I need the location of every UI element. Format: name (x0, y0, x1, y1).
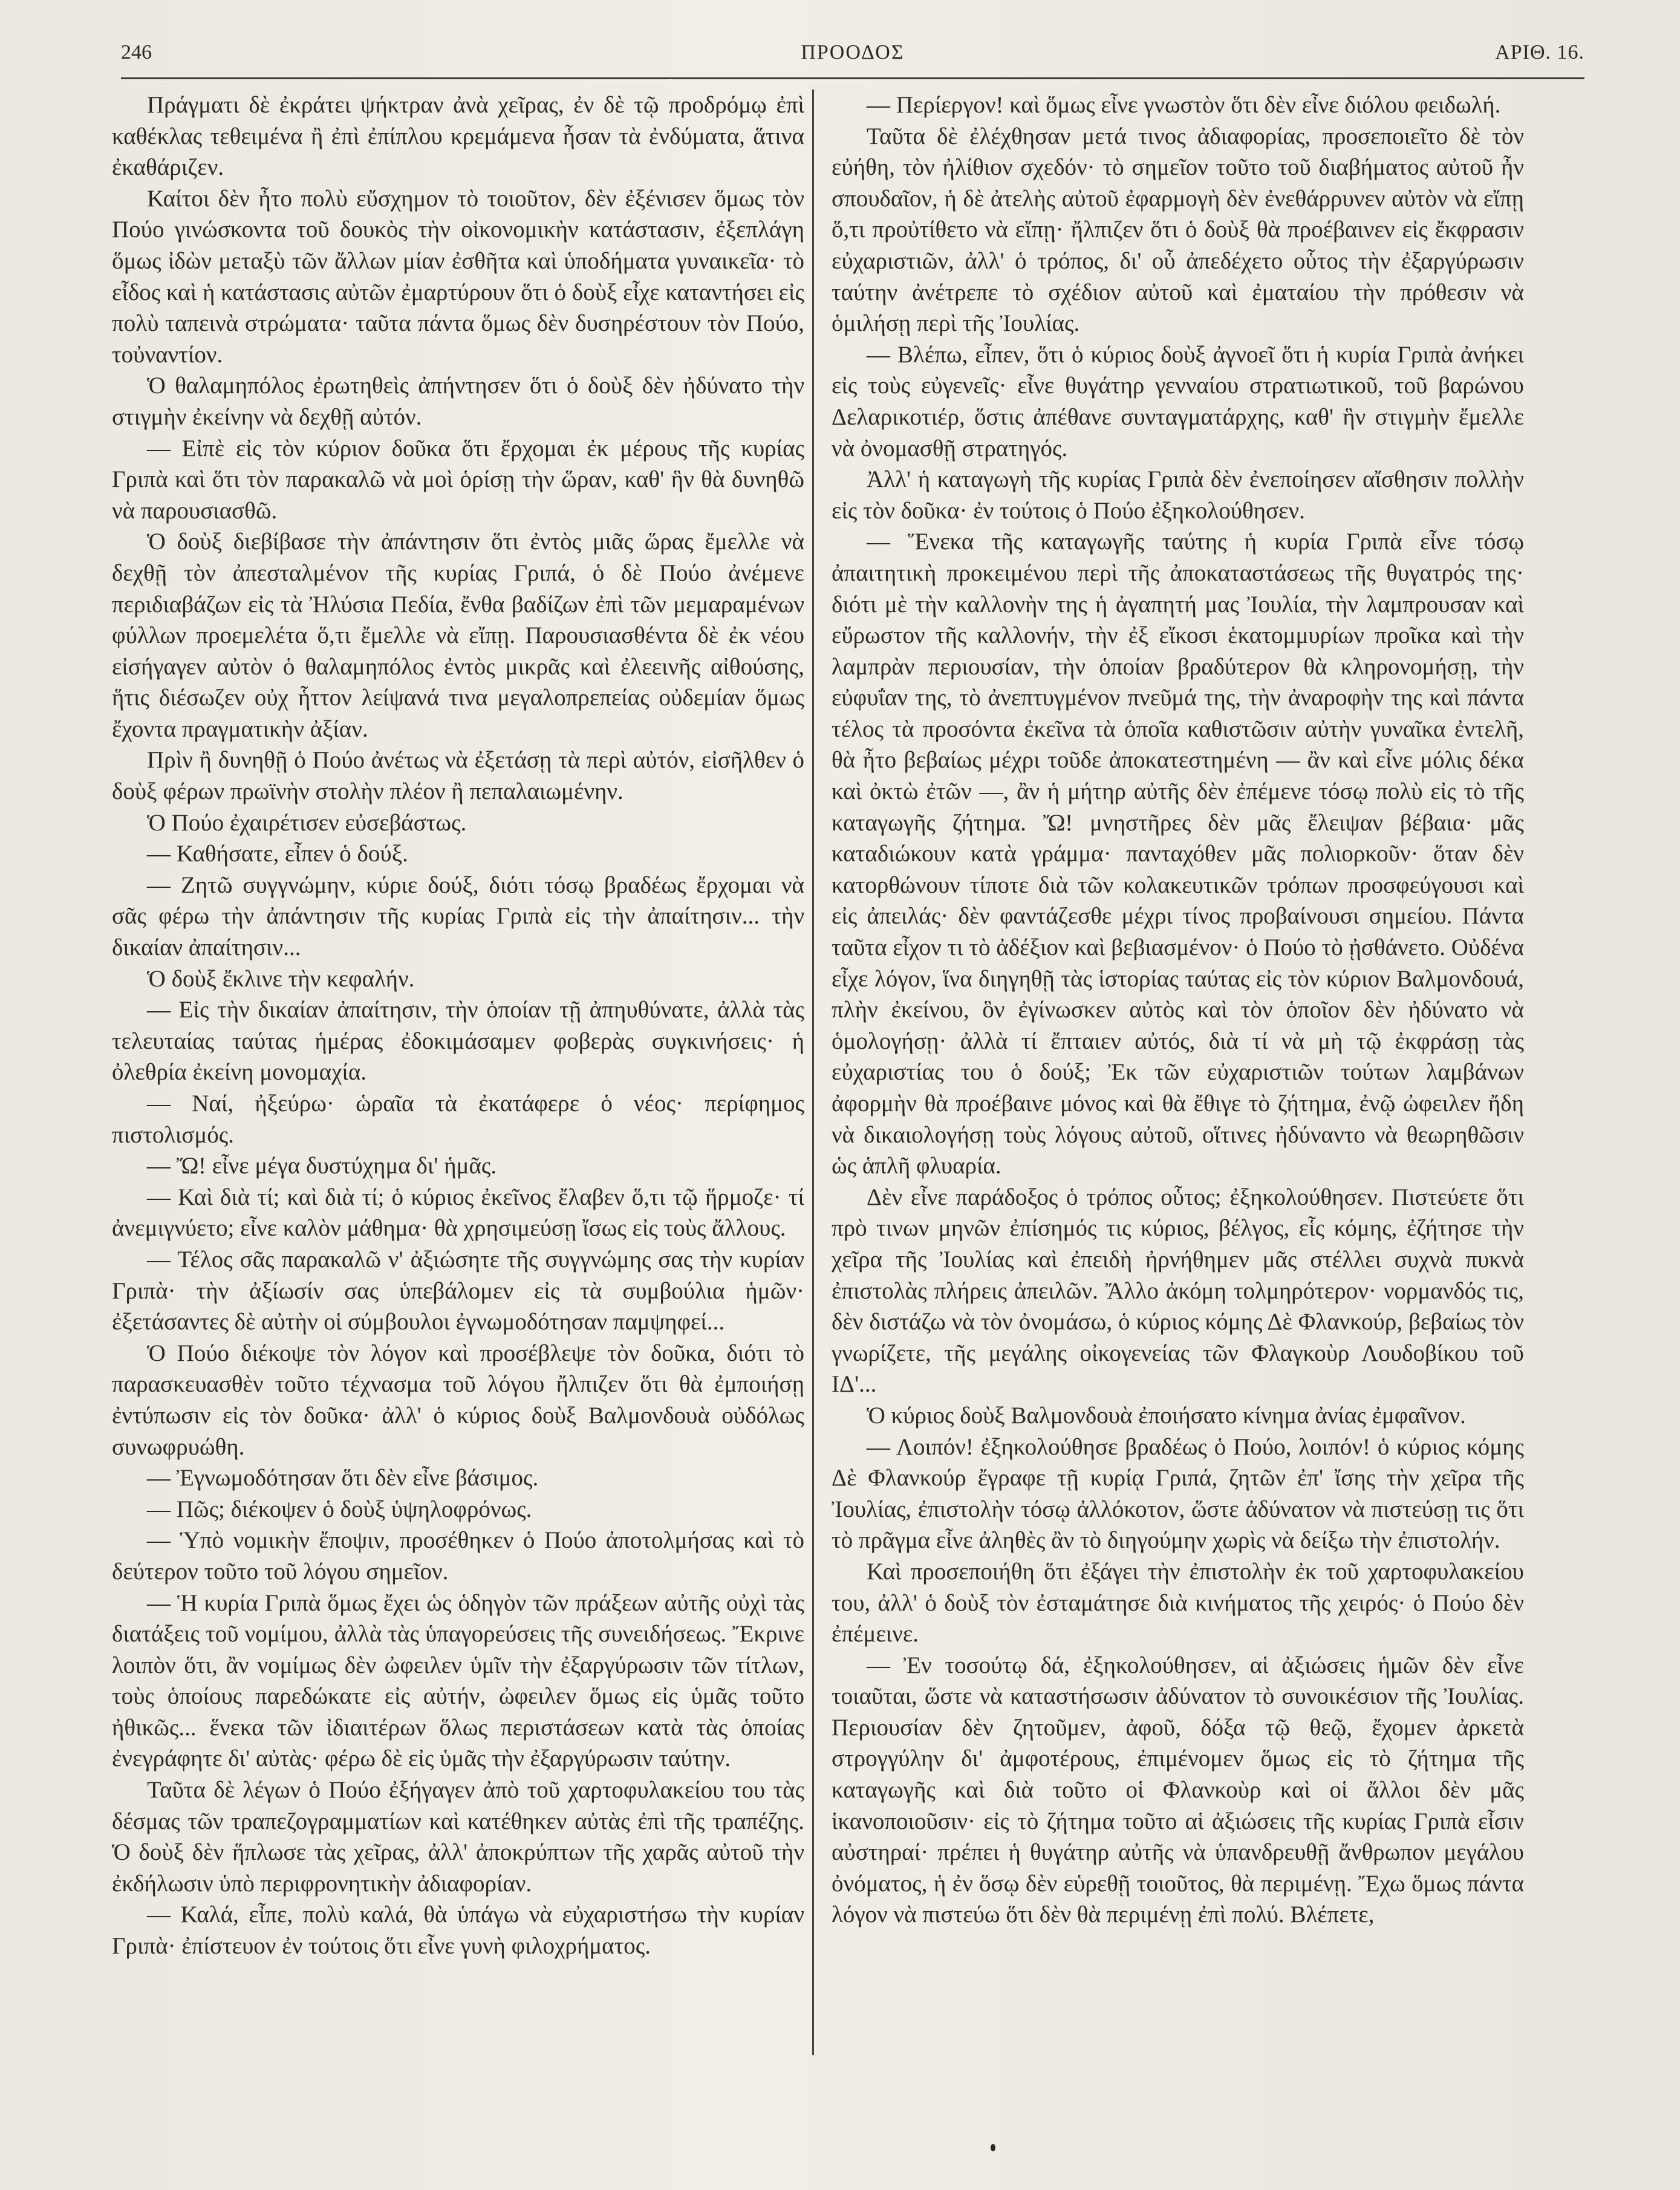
paragraph: Ὁ Πούο διέκοψε τὸν λόγον καὶ προσέβλεψε τὸν δοῦκα, διότι τὸ παρασκευασθὲν τοῦτο τέχνασμα τοῦ λόγου ἤλπιζεν ὅτι θὰ ἐμποιήσῃ ἐντύπωσιν εἰς τὸν δοῦκα· ἀλλ' ὁ κύριος δοὺξ Βαλμονδουὰ οὐδόλως συνωφρυώθη. (112, 1340, 804, 1460)
paragraph: Καίτοι δὲν ἦτο πολὺ εὔσχημον τὸ τοιοῦτον, δὲν ἐξένισεν ὅμως τὸν Πούο γινώσκοντα τοῦ δουκὸς τὴν οἰκονομικὴν κατάστασιν, ἐξεπλάγη ὅμως ἰδὼν μεταξὺ τῶν ἄλλων μίαν ἐσθῆτα καὶ ὑποδήματα γυναικεῖα· τὸ εἶδος καὶ ἡ κατάστασις αὐτῶν ἐμαρτύρουν ὅτι ὁ δοὺξ εἶχε καταντήσει εἰς πολὺ ταπεινὰ στρώματα· ταῦτα πάντα ὅμως δὲν δυσηρέστουν τὸν Πούο, τοὐναντίον. (112, 185, 804, 368)
issue-number: ΑΡΙΘ. 16. (1495, 41, 1584, 64)
paragraph: Ὁ δοὺξ διεβίβασε τὴν ἀπάντησιν ὅτι ἐντὸς μιᾶς ὥρας ἔμελλε νὰ δεχθῇ τὸν ἀπεσταλμένον τῆς κυρίας Γριπά, ὁ δὲ Πούο ἀνέμενε περιδιαβάζων εἰς τὰ Ἠλύσια Πεδία, ἔνθα βαδίζων ἐπὶ τῶν μεμαραμένων φύλλων προεμελέτα ὅ,τι ἔμελλε νὰ εἴπῃ. Παρουσιασθέντα δὲ ἐκ νέου εἰσήγαγεν αὐτὸν ὁ θαλαμηπόλος ἐντὸς μικρᾶς καὶ ἐλεεινῆς αἰθούσης, ἥτις διέσωζεν οὐχ ἧττον λείψανά τινα μεγαλοπρεπείας οὐδεμίαν ὅμως ἔχοντα πραγματικὴν ἀξίαν. (112, 529, 804, 742)
page-number: 246 (121, 41, 152, 64)
paragraph: — Ζητῶ συγγνώμην, κύριε δούξ, διότι τόσῳ βραδέως ἔρχομαι νὰ σᾶς φέρω τὴν ἀπάντησιν τῆς κυρίας Γριπὰ εἰς τὴν ἀπαίτησιν... τὴν δικαίαν ἀπαίτησιν... (112, 872, 804, 961)
ink-speck (991, 2144, 995, 2151)
paragraph: Δὲν εἶνε παράδοξος ὁ τρόπος οὗτος; ἐξηκολούθησεν. Πιστεύετε ὅτι πρὸ τινων μηνῶν ἐπίσημός τις κύριος, βέλγος, εἷς κόμης, ἐζήτησε τὴν χεῖρα τῆς Ἰουλίας καὶ ἐπειδὴ ἠρνήθημεν μᾶς στέλλει συχνὰ πυκνὰ ἐπιστολὰς πλήρεις ἀπειλῶν. Ἄλλο ἀκόμη τολμηρότερον· νορμανδός τις, δὲν διστάζω νὰ τὸν ὀνομάσω, ὁ κύριος κόμης Δὲ Φλανκούρ, βεβαίως τὸν γνωρίζετε, τῆς μεγάλης οἰκογενείας τῶν Φλαγκοὺρ Λουδοβίκου τοῦ ΙΔ'... (832, 1184, 1524, 1398)
column-divider (812, 90, 814, 2055)
paragraph: — Καθήσατε, εἶπεν ὁ δούξ. (147, 841, 408, 867)
paragraph: Καὶ προσεποιήθη ὅτι ἐξάγει τὴν ἐπιστολὴν ἐκ τοῦ χαρτοφυλακείου του, ἀλλ' ὁ δοὺξ τὸν ἐσταμάτησε διὰ κινήματος τῆς χειρός· ὁ Πούο δὲν ἐπέμεινε. (832, 1558, 1524, 1647)
journal-title: ΠΡΟΟΔΟΣ (801, 41, 905, 64)
paragraph: Ταῦτα δὲ λέγων ὁ Πούο ἐξήγαγεν ἀπὸ τοῦ χαρτοφυλακείου του τὰς δέσμας τῶν τραπεζογραμματίων καὶ κατέθηκεν αὐτὰς ἐπὶ τῆς τραπέζης. Ὁ δοὺξ δὲν ἥπλωσε τὰς χεῖρας, ἀλλ' ἀποκρύπτων τῆς χαρᾶς αὐτοῦ τὴν ἐκδήλωσιν ὑπὸ περιφρονητικὴν ἀδιαφορίαν. (112, 1777, 804, 1897)
paragraph: — Ἡ κυρία Γριπὰ ὅμως ἔχει ὡς ὁδηγὸν τῶν πράξεων αὐτῆς οὐχὶ τὰς διατάξεις τοῦ νομίμου, ἀλλὰ τὰς ὑπαγορεύσεις τῆς συνειδήσεως. Ἔκρινε λοιπὸν ὅτι, ἂν νομίμως δὲν ὠφειλεν ὑμῖν τὴν ἐξαργύρωσιν τῶν τίτλων, τοὺς ὁποίους παρεδώκατε εἰς αὐτήν, ὠφειλεν ὅμως εἰς ὑμᾶς τοῦτο ἠθικῶς... ἕνεκα τῶν ἰδιαιτέρων ὅλως περιστάσεων κατὰ τὰς ὁποίας ἐνεγράφητε δι' αὐτὰς· φέρω δὲ εἰς ὑμᾶς τὴν ἐξαργύρωσιν ταύτην. (112, 1589, 804, 1772)
paragraph: — Ἐν τοσούτῳ δά, ἐξηκολούθησεν, αἱ ἀξιώσεις ἡμῶν δὲν εἶνε τοιαῦται, ὥστε νὰ καταστήσωσιν ἀδύνατον τὸ συνοικέσιον τῆς Ἰουλίας. Περιουσίαν δὲν ζητοῦμεν, ἀφοῦ, δόξα τῷ θεῷ, ἔχομεν ἀρκετὰ στρογγύλην δι' ἀμφοτέρους, ἐπιμένομεν ὅμως εἰς τὸ ζήτημα τῆς καταγωγῆς καὶ διὰ τοῦτο οἱ Φλανκοὺρ καὶ οἱ ἄλλοι δὲν μᾶς ἱκανοποιοῦσιν· εἰς τὸ ζήτημα τοῦτο αἱ ἀξιώσεις τῆς κυρίας Γριπὰ εἶσιν αὐστηραί· πρέπει ἡ θυγάτηρ αὐτῆς νὰ ὑπανδρευθῇ ἄνθρωπον μεγάλου ὀνόματος, ἡ ἐν ὅσῳ δὲν εὑρεθῇ τοιοῦτος, θὰ περιμένῃ. Ἔχω ὅμως πάντα λόγον νὰ πιστεύω ὅτι δὲν θὰ περιμένῃ ἐπὶ πολύ. Βλέπετε, (832, 1652, 1524, 1928)
right-column (832, 90, 1524, 2085)
paragraph: — Ὤ! εἶνε μέγα δυστύχημα δι' ἡμᾶς. (147, 1153, 497, 1179)
left-column (112, 90, 804, 2085)
paragraph: Πρὶν ἢ δυνηθῇ ὁ Πούο ἀνέτως νὰ ἐξετάσῃ τὰ περὶ αὐτόν, εἰσῆλθεν ὁ δοὺξ φέρων πρωϊνὴν στολὴν πλέον ἢ πεπαλαιωμένην. (112, 747, 804, 805)
paragraph: Ὁ θαλαμηπόλος ἐρωτηθεὶς ἀπήντησεν ὅτι ὁ δοὺξ δὲν ἠδύνατο τὴν στιγμὴν ἐκείνην νὰ δεχθῇ αὐτόν. (112, 373, 804, 430)
paragraph: — Πῶς; διέκοψεν ὁ δοὺξ ὑψηλοφρόνως. (147, 1496, 532, 1522)
paragraph: — Λοιπόν! ἐξηκολούθησε βραδέως ὁ Πούο, λοιπόν! ὁ κύριος κόμης Δὲ Φλανκούρ ἔγραφε τῇ κυρίᾳ Γριπά, ζητῶν ἐπ' ἴσης τὴν χεῖρα τῆς Ἰουλίας, ἐπιστολὴν τόσῳ ἀλλόκοτον, ὥστε ἀδύνατον νὰ πιστεύσῃ τις ὅτι τὸ πρᾶγμα εἶνε ἀληθὲς ἂν τὸ διηγούμην χωρὶς νὰ δείξω τὴν ἐπιστολήν. (832, 1433, 1524, 1554)
paragraph: — Ὑπὸ νομικὴν ἔποψιν, προσέθηκεν ὁ Πούο ἀποτολμήσας καὶ τὸ δεύτερον τοῦτο τοῦ λόγου σημεῖον. (112, 1527, 804, 1585)
paragraph: — Τέλος σᾶς παρακαλῶ ν' ἀξιώσητε τῆς συγγνώμης σας τὴν κυρίαν Γριπὰ· τὴν ἀξίωσίν σας ὑπεβάλομεν εἰς τὰ συμβούλια ἡμῶν· ἐξετάσαντες δὲ αὐτὴν οἱ σύμβουλοι ἐγνωμοδότησαν παμψηφεί... (112, 1246, 804, 1335)
paragraph: Ὁ Πούο ἐχαιρέτισεν εὐσεβάστως. (147, 809, 467, 836)
paragraph: — Εἰς τὴν δικαίαν ἀπαίτησιν, τὴν ὁποίαν τῇ ἀπηυθύνατε, ἀλλὰ τὰς τελευταίας ταύτας ἡμέρας ἐδοκιμάσαμεν φοβερὰς συγκινήσεις· ἡ ὀλεθρία ἐκείνη μονομαχία. (112, 997, 804, 1086)
paragraph: Ταῦτα δὲ ἐλέχθησαν μετά τινος ἀδιαφορίας, προσεποιεῖτο δὲ τὸν εὐήθη, τὸν ἠλίθιον σχεδόν· τὸ σημεῖον τοῦτο τοῦ διαβήματος αὐτοῦ ἦν σπουδαῖον, ἡ δὲ ἀτελὴς αὐτοῦ ἐφαρμογὴ δὲν ἐνεθάρρυνεν αὐτὸν νὰ εἴπῃ ὅ,τι προὐτίθετο νὰ εἴπῃ· ἤλπιζεν ὅτι ὁ δοὺξ θὰ προέβαινεν εἰς ἔκφρασιν εὐχαριστιῶν, ἀλλ' ὁ τρόπος, δι' οὗ ἀπεδέχετο οὗτος τὴν ἐξαργύρωσιν ταύτην ἀνέτρεπε τὸ σχέδιον αὐτοῦ καὶ ἐματαίου τὴν πρόθεσιν νὰ ὁμιλήσῃ περὶ τῆς Ἰουλίας. (832, 123, 1524, 337)
paragraph: Πράγματι δὲ ἐκράτει ψήκτραν ἀνὰ χεῖρας, ἐν δὲ τῷ προδρόμῳ ἐπὶ καθέκλας τεθειμένα ἢ ἐπὶ ἐπίπλου κρεμάμενα ἦσαν τὰ ἐνδύματα, ἅτινα ἐκαθάριζεν. (112, 92, 804, 181)
paragraph: — Ναί, ἠξεύρω· ὡραῖα τὰ ἐκατάφερε ὁ νέος· περίφημος πιστολισμός. (112, 1090, 804, 1148)
header-rule (121, 77, 1584, 79)
paragraph: Ὁ δοὺξ ἔκλινε τὴν κεφαλήν. (147, 965, 415, 992)
paragraph: — Εἰπὲ εἰς τὸν κύριον δοῦκα ὅτι ἔρχομαι ἐκ μέρους τῆς κυρίας Γριπὰ καὶ ὅτι τὸν παρακαλῶ νὰ μοὶ ὁρίσῃ τὴν ὥραν, καθ' ἣν θὰ δυνηθῶ νὰ παρουσιασθῶ. (112, 435, 804, 524)
paragraph: — Ἕνεκα τῆς καταγωγῆς ταύτης ἡ κυρία Γριπὰ εἶνε τόσῳ ἀπαιτητικὴ προκειμένου περὶ τῆς ἀποκαταστάσεως τῆς θυγατρός της· διότι μὲ τὴν καλλονὴν της ἡ ἀγαπητή μας Ἰουλία, τὴν λαμπρουσαν καὶ εὔρωστον τῆς καλλονήν, τὴν ἐξ εἴκοσι ἑκατομμυρίων προῖκα καὶ τὴν λαμπρὰν περιουσίαν, τὴν ὁποίαν βραδύτερον θὰ κληρονομήσῃ, τὴν εὐφυΐαν της, τὸ ἀνεπτυγμένον πνεῦμά της, τὴν ἀναροφὴν της καὶ πάντα τέλος τὰ προσόντα ἐκεῖνα τὰ ὁποῖα καθιστῶσιν αὐτὴν γυναῖκα ἐντελῆ, θὰ ἦτο βεβαίως μέχρι τοῦδε ἀποκατεστημένη — ἂν καὶ εἶνε μόλις δέκα καὶ ὀκτὼ ἐτῶν —, ἂν ἡ μήτηρ αὐτῆς δὲν ἐπέμενε τόσῳ πολὺ εἰς τὸ τῆς καταγωγῆς ζήτημα. Ὤ! μνηστῆρες δὲν μᾶς ἔλειψαν βέβαια· μᾶς καταδιώκουν κατὰ γράμμα· πανταχόθεν μᾶς πολιορκοῦν· ὅταν δὲν κατορθώνουν τίποτε διὰ τῶν κολακευτικῶν τρόπων προσφεύγουσι καὶ εἰς ἀπειλάς· δὲν φαντάζεσθε μέχρι τίνος προβαίνουσι σημείου. Πάντα ταῦτα εἶχον τι τὸ ἀδέξιον καὶ βεβιασμένον· ὁ Πούο τὸ ᾐσθάνετο. Οὐδένα εἶχε λόγον, ἵνα διηγηθῇ τὰς ἱστορίας ταύτας εἰς τὸν κύριον Βαλμονδουά, πλὴν ἐκείνου, ὃν ἐγίνωσκεν αὐτὸς καὶ τὸν ὁποῖον δὲν ἠδύνατο νὰ ὁμολογήσῃ· ἀλλὰ τί ἔπταιεν αὐτός, διὰ τί νὰ μὴ τῷ ἐκφράσῃ τὰς εὐχαριστίας του ὁ δούξ; Ἐκ τῶν εὐχαριστιῶν τούτων λαμβάνων ἀφορμὴν θὰ προέβαινε μόνος καὶ θὰ ἔθιγε τὸ ζήτημα, ἐνῷ ὠφειλεν ἤδη νὰ δικαιολογήσῃ τοὺς λόγους αὐτοῦ, οἵτινες ἠδύναντο νὰ θεωρηθῶσιν ὡς ἁπλῆ φλυαρία. (832, 529, 1524, 1179)
paragraph: — Ἐγνωμοδότησαν ὅτι δὲν εἶνε βάσιμος. (147, 1465, 539, 1491)
paragraph: — Καὶ διὰ τί; καὶ διὰ τί; ὁ κύριος ἐκεῖνος ἔλαβεν ὅ,τι τῷ ἥρμοζε· τί ἀνεμιγνύετο; εἶνε καλὸν μάθημα· θὰ χρησιμεύσῃ ἴσως εἰς τοὺς ἄλλους. (112, 1184, 804, 1242)
page-header (121, 41, 1584, 77)
paragraph: — Καλά, εἶπε, πολὺ καλά, θὰ ὑπάγω νὰ εὐχαριστήσω τὴν κυρίαν Γριπὰ· ἐπίστευον ἐν τούτοις ὅτι εἶνε γυνὴ φιλοχρήματος. (112, 1902, 804, 1960)
paragraph: Ἀλλ' ἡ καταγωγὴ τῆς κυρίας Γριπὰ δὲν ἐνεποίησεν αἴσθησιν πολλὴν εἰς τὸν δοῦκα· ἐν τούτοις ὁ Πούο ἐξηκολούθησεν. (832, 466, 1524, 524)
paragraph: Ὁ κύριος δοὺξ Βαλμονδουὰ ἐποιήσατο κίνημα ἀνίας ἐμφαῖνον. (867, 1402, 1466, 1429)
paragraph: — Βλέπω, εἶπεν, ὅτι ὁ κύριος δοὺξ ἀγνοεῖ ὅτι ἡ κυρία Γριπὰ ἀνήκει εἰς τοὺς εὐγενεῖς· εἶνε θυγάτηρ γενναίου στρατιωτικοῦ, τοῦ βαρώνου Δελαρικοτιέρ, ὅστις ἀπέθανε συνταγματάρχης, καθ' ἣν στιγμὴν ἔμελλε νὰ ὀνομασθῇ στρατηγός. (832, 341, 1524, 461)
paragraph: — Περίεργον! καὶ ὅμως εἶνε γνωστὸν ὅτι δὲν εἶνε διόλου φειδωλή. (867, 92, 1501, 118)
